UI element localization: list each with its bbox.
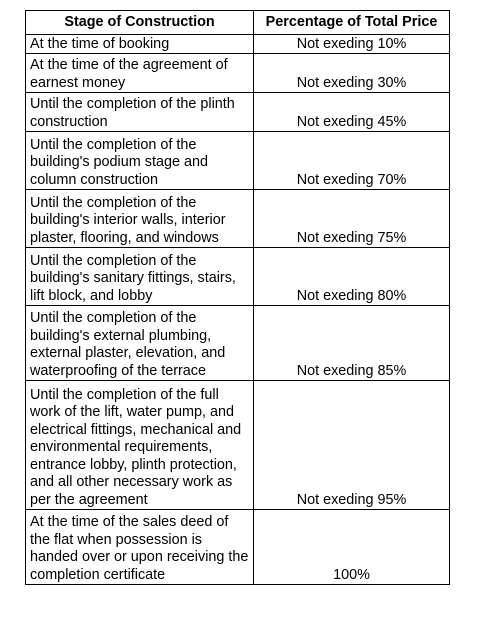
percentage-cell: Not exeding 85%	[254, 306, 450, 381]
percentage-cell: 100%	[254, 510, 450, 585]
stage-cell: Until the completion of the building's podium stage and column construction	[26, 132, 254, 190]
percentage-cell: Not exeding 95%	[254, 381, 450, 510]
stage-cell: At the time of booking	[26, 35, 254, 54]
table-row	[26, 54, 450, 93]
percentage-cell: Not exeding 10%	[254, 35, 450, 54]
percentage-cell: Not exeding 30%	[254, 54, 450, 93]
table-row	[26, 35, 450, 54]
percentage-cell: Not exeding 70%	[254, 132, 450, 190]
table-row	[26, 190, 450, 248]
table-header-row	[26, 11, 450, 35]
table-row	[26, 306, 450, 381]
table-row	[26, 381, 450, 510]
table-row	[26, 510, 450, 585]
stage-cell: At the time of the agreement of earnest money	[26, 54, 254, 93]
header-percentage-of-total-price: Percentage of Total Price	[254, 11, 450, 35]
table-row	[26, 248, 450, 306]
percentage-cell: Not exeding 75%	[254, 190, 450, 248]
table-row	[26, 93, 450, 132]
stage-cell: Until the completion of the plinth construction	[26, 93, 254, 132]
stage-cell: Until the completion of the building's external plumbing, external plaster, elevation, and waterproofing of the terrace	[26, 306, 254, 381]
percentage-cell: Not exeding 45%	[254, 93, 450, 132]
stage-cell: Until the completion of the building's interior walls, interior plaster, flooring, and windows	[26, 190, 254, 248]
table-row	[26, 132, 450, 190]
header-stage-of-construction: Stage of Construction	[26, 11, 254, 35]
stage-cell: Until the completion of the building's sanitary fittings, stairs, lift block, and lobby	[26, 248, 254, 306]
stage-cell: Until the completion of the full work of the lift, water pump, and electrical fittings, mechanical and environmental requirements, entrance lobby, plinth protection, and all other necessary work as per the agreement	[26, 381, 254, 510]
stage-cell: At the time of the sales deed of the flat when possession is handed over or upon receiving the completion certificate	[26, 510, 254, 585]
percentage-cell: Not exeding 80%	[254, 248, 450, 306]
payment-schedule-table	[25, 10, 450, 585]
